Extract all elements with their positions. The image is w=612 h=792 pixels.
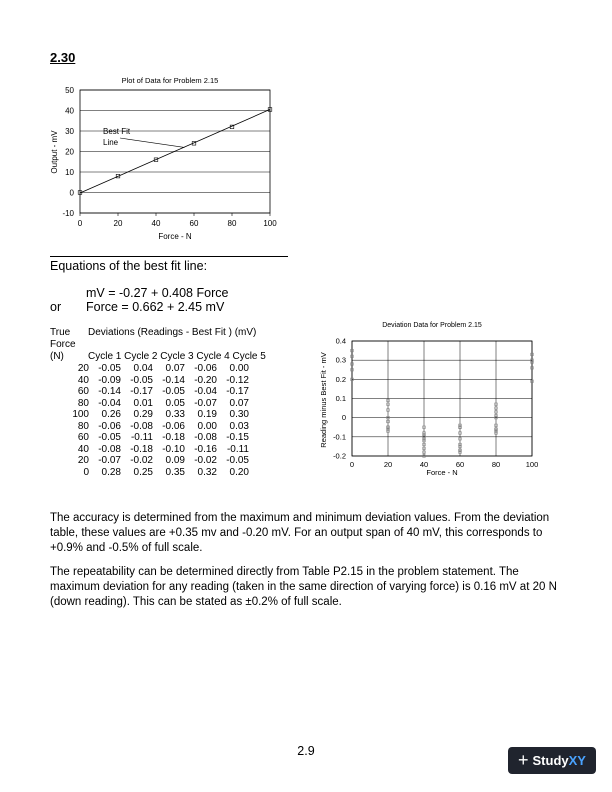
table-cell-deviation: -0.10 [162,443,185,455]
deviation-plot-xtick-label: 60 [455,460,465,469]
table-cycle-header: Cycle 1 Cycle 2 Cycle 3 Cycle 4 Cycle 5 [88,351,266,362]
table-cell-deviation: -0.14 [162,374,185,386]
output-plot-xtick-label: 80 [227,219,237,228]
table-cell-deviation: 0.20 [229,466,249,478]
best-fit-annotation-arrow [120,138,185,147]
output-plot-ytick-label: 0 [69,188,74,198]
logo-text-main: Study [532,753,569,768]
output-plot-ytick-label: -10 [62,209,74,218]
deviation-table-body [50,363,249,478]
logo-text-accent: XY [568,753,586,768]
table-row [50,444,249,456]
table-cell-deviation: -0.04 [194,386,217,397]
table-cell-deviation: -0.15 [226,432,249,443]
table-cell-deviation: -0.18 [162,432,185,443]
output-plot-xtick-label: 40 [151,219,161,228]
table-cell-deviation: -0.08 [194,432,217,443]
table-cell-deviation: -0.04 [98,397,121,409]
deviation-plot-ytick-label: 0.1 [335,394,346,403]
table-cell-deviation: -0.17 [226,386,249,397]
table-cell-deviation: 0.03 [229,420,249,432]
table-cell-force: 0 [83,466,89,478]
table-col-label-1: True [50,327,71,338]
table-cell-force: 80 [77,397,89,409]
table-cell-deviation: 0.29 [133,409,153,420]
table-cell-deviation: 0.33 [165,409,185,420]
table-cell-force: 60 [77,386,89,397]
table-cell-force: 60 [77,432,89,443]
table-cell-deviation: -0.06 [98,420,121,432]
best-fit-line [80,109,270,193]
table-cell-deviation: -0.05 [98,363,121,374]
deviation-plot-xlabel: Force - N [426,468,458,477]
table-row [50,398,249,410]
table-cell-deviation: -0.09 [98,374,121,386]
table-row [50,421,249,433]
deviation-plot-xtick-label: 100 [525,460,539,469]
deviation-plot-xtick-label: 0 [349,460,355,469]
table-cell-deviation: -0.08 [130,420,153,432]
table-cell-deviation: 0.00 [229,363,249,374]
deviation-plot-ytick-label: 0 [341,413,346,423]
output-plot-xlabel: Force - N [158,232,192,241]
table-row [50,432,249,444]
table-cell-force: 20 [77,455,89,466]
deviation-plot-xtick-label: 80 [491,460,501,469]
table-cell-deviation: -0.08 [98,443,121,455]
table-cell-deviation: 0.07 [165,363,185,374]
output-plot-xtick-label: 60 [189,219,199,228]
table-cell-deviation: -0.02 [194,455,217,466]
output-plot-ytick-label: 50 [65,86,74,95]
table-cell-deviation: -0.16 [194,443,217,455]
section-number: 2.30 [50,50,76,65]
table-col-label-3: (N) [50,351,64,362]
table-cell-force: 40 [77,443,89,455]
table-cell-deviation: -0.17 [130,386,153,397]
table-cell-deviation: 0.01 [133,397,153,409]
table-cell-force: 100 [72,409,89,420]
table-cell-deviation: 0.35 [165,466,185,478]
table-row [50,375,249,387]
table-cell-deviation: -0.14 [98,386,121,397]
output-plot-title: Plot of Data for Problem 2.15 [121,76,219,85]
separator-rule [50,256,288,257]
table-cell-force: 80 [77,420,89,432]
studyxy-logo[interactable] [508,747,596,774]
output-plot-ytick-label: 10 [65,168,74,177]
deviation-plot-xtick-label: 40 [419,460,429,469]
deviation-plot-ticks [333,337,538,470]
output-plot-ytick-label: 40 [65,106,74,116]
equation-or-label: or [50,300,62,314]
table-cell-deviation: 0.30 [229,409,249,420]
table-cell-deviation: -0.05 [130,374,153,386]
plus-icon: + [518,750,529,770]
table-cell-deviation: -0.06 [194,363,217,374]
output-plot-xtick-label: 20 [113,219,123,228]
deviation-plot-ylabel: Reading minus Best Fit - mV [319,352,328,448]
table-cell-deviation: 0.26 [101,409,121,420]
deviation-plot-ytick-label: -0.2 [333,451,346,461]
table-cell-deviation: -0.18 [130,443,153,455]
table-cell-deviation: 0.19 [197,409,217,420]
table-cell-deviation: 0.00 [197,420,217,432]
table-cell-deviation: 0.25 [133,466,153,478]
equation-mv: mV = -0.27 + 0.408 Force [86,286,229,300]
table-row [50,386,249,398]
table-cell-deviation: 0.04 [133,363,153,374]
table-main-title: Deviations (Readings - Best Fit ) (mV) [88,327,257,338]
output-plot-ytick-label: 20 [65,147,74,157]
table-cell-deviation: 0.28 [101,466,121,478]
deviation-plot [315,318,550,483]
table-row [50,455,249,467]
table-cell-deviation: -0.05 [98,432,121,443]
table-cell-deviation: -0.20 [194,374,217,386]
deviation-plot-xtick-label: 20 [383,460,393,469]
deviation-plot-ytick-label: -0.1 [333,432,346,442]
output-plot-xtick-label: 100 [263,219,277,228]
table-cell-deviation: -0.02 [130,455,153,466]
table-cell-deviation: -0.05 [162,386,185,397]
best-fit-label-2: Line [103,138,119,147]
output-plot-xtick-label: 0 [77,219,83,228]
deviation-plot-ytick-label: 0.4 [335,336,346,346]
repeatability-paragraph: The repeatability can be determined directly from Table P2.15 in the problem statement. The maximum deviation for any reading (taken in the same direction of varying force) is 0.16 mV at 20 N (down reading). This can be stated as ±0.2% of full scale. [50,566,557,608]
table-cell-force: 40 [77,374,89,386]
table-cell-deviation: -0.07 [98,455,121,466]
equation-force: Force = 0.662 + 2.45 mV [86,300,225,314]
deviation-plot-title: Deviation Data for Problem 2.15 [382,322,482,329]
table-cell-deviation: -0.07 [194,397,217,409]
table-cell-force: 20 [77,363,89,374]
deviation-table [50,363,249,478]
output-plot-ticks [62,86,277,228]
table-row [50,363,249,375]
table-row [50,467,249,479]
page-number: 2.9 [297,744,315,758]
equations-heading: Equations of the best fit line: [50,259,208,273]
table-cell-deviation: 0.09 [165,455,185,466]
table-row [50,409,249,421]
table-cell-deviation: -0.12 [226,374,249,386]
table-cell-deviation: 0.32 [197,466,217,478]
table-cell-deviation: 0.05 [165,397,185,409]
table-cell-deviation: 0.07 [229,397,249,409]
output-plot-ylabel: Output - mV [50,130,59,174]
table-cell-deviation: -0.05 [226,455,249,466]
table-cell-deviation: -0.11 [130,432,153,443]
accuracy-paragraph: The accuracy is determined from the maximum and minimum deviation values. From the deviation table, these values are +0.35 mv and -0.20 mV. For an output span of 40 mV, this corresponds to +0.9% and -0.5% of full scale. [50,512,550,554]
deviation-plot-grid [352,341,532,456]
output-plot-ytick-label: 30 [65,127,74,136]
table-cell-deviation: -0.06 [162,420,185,432]
table-cell-deviation: -0.11 [226,443,249,455]
deviation-plot-ytick-label: 0.2 [335,374,346,384]
output-plot [40,72,280,250]
best-fit-label-1: Best Fit [103,127,131,136]
table-col-label-2: Force [50,339,76,350]
deviation-plot-points [351,349,534,457]
deviation-plot-ytick-label: 0.3 [335,355,346,365]
